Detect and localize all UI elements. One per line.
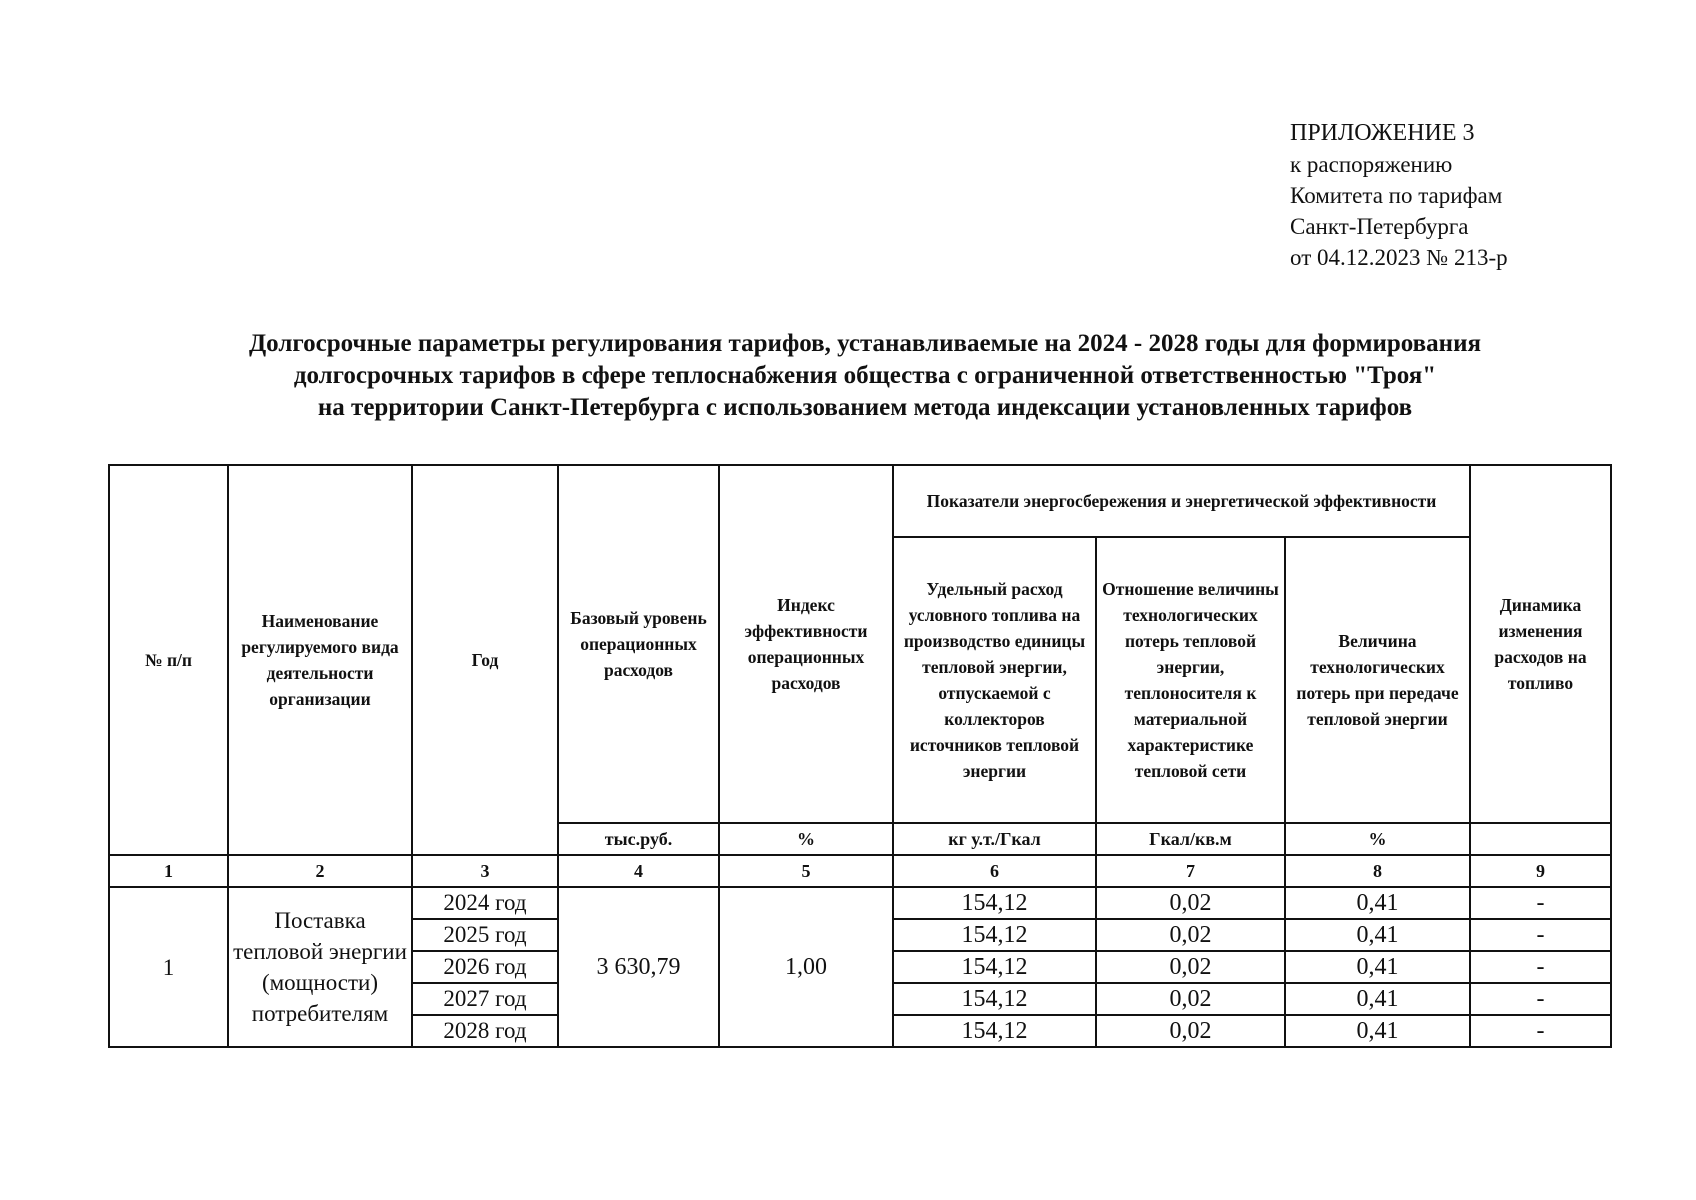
appendix-heading: ПРИЛОЖЕНИЕ 3 [1290, 120, 1475, 146]
appendix-line: Комитета по тарифам [1290, 183, 1503, 208]
fuel-rate-cell: 154,12 [893, 887, 1096, 919]
appendix-date-number: от 04.12.2023 № 213-р [1290, 245, 1508, 270]
entry-num: 1 [109, 887, 228, 1047]
header-year: Год [412, 465, 558, 855]
loss-value-cell: 0,41 [1285, 951, 1470, 983]
tariff-parameters-table [108, 464, 1612, 1048]
year-cell: 2028 год [412, 1015, 558, 1047]
unit-fuel-rate: кг у.т./Гкал [893, 823, 1096, 855]
fuel-dynamics-cell: - [1470, 951, 1611, 983]
header-activity: Наименование регулируемого вида деятельности организации [228, 465, 412, 855]
title-line: долгосрочных тарифов в сфере теплоснабжения общества с ограниченной ответственностью "Троя" [293, 362, 1437, 389]
header-loss-ratio: Отношение величины технологических потерь тепловой энергии, теплоносителя к материальной характеристике тепловой сети [1096, 537, 1285, 823]
column-number: 8 [1285, 855, 1470, 887]
header-loss-value: Величина технологических потерь при передаче тепловой энергии [1285, 537, 1470, 823]
header-num: № п/п [109, 465, 228, 855]
table-row [109, 887, 1611, 919]
column-number: 7 [1096, 855, 1285, 887]
column-number: 2 [228, 855, 412, 887]
document-title [150, 328, 1580, 424]
loss-value-cell: 0,41 [1285, 1015, 1470, 1047]
entry-efficiency-index: 1,00 [719, 887, 893, 1047]
unit-fuel-dynamics [1470, 823, 1611, 855]
column-number: 6 [893, 855, 1096, 887]
unit-loss-ratio: Гкал/кв.м [1096, 823, 1285, 855]
fuel-dynamics-cell: - [1470, 887, 1611, 919]
title-line: Долгосрочные параметры регулирования тарифов, устанавливаемые на 2024 - 2028 годы для формирования [248, 330, 1482, 357]
fuel-dynamics-cell: - [1470, 919, 1611, 951]
fuel-dynamics-cell: - [1470, 1015, 1611, 1047]
unit-efficiency-index: % [719, 823, 893, 855]
appendix-block [1290, 118, 1508, 273]
header-fuel-dynamics: Динамика изменения расходов на топливо [1470, 465, 1611, 823]
fuel-rate-cell: 154,12 [893, 1015, 1096, 1047]
header-energy-group: Показатели энергосбережения и энергетической эффективности [893, 465, 1470, 537]
entry-base-level: 3 630,79 [558, 887, 719, 1047]
loss-ratio-cell: 0,02 [1096, 983, 1285, 1015]
column-number: 1 [109, 855, 228, 887]
column-number: 5 [719, 855, 893, 887]
header-efficiency-index: Индекс эффективности операционных расходов [719, 465, 893, 823]
column-number: 3 [412, 855, 558, 887]
year-cell: 2025 год [412, 919, 558, 951]
header-base-level: Базовый уровень операционных расходов [558, 465, 719, 823]
loss-value-cell: 0,41 [1285, 887, 1470, 919]
title-line: на территории Санкт-Петербурга с использованием метода индексации установленных тарифов [317, 394, 1413, 421]
fuel-rate-cell: 154,12 [893, 983, 1096, 1015]
fuel-rate-cell: 154,12 [893, 951, 1096, 983]
column-number: 4 [558, 855, 719, 887]
entry-activity: Поставка тепловой энергии (мощности) потребителям [228, 887, 412, 1047]
header-fuel-rate: Удельный расход условного топлива на производство единицы тепловой энергии, отпускаемой с коллекторов источников тепловой энергии [893, 537, 1096, 823]
unit-loss-value: % [1285, 823, 1470, 855]
unit-base-level: тыс.руб. [558, 823, 719, 855]
fuel-dynamics-cell: - [1470, 983, 1611, 1015]
year-cell: 2027 год [412, 983, 558, 1015]
column-number: 9 [1470, 855, 1611, 887]
year-cell: 2024 год [412, 887, 558, 919]
loss-value-cell: 0,41 [1285, 983, 1470, 1015]
fuel-rate-cell: 154,12 [893, 919, 1096, 951]
loss-ratio-cell: 0,02 [1096, 919, 1285, 951]
appendix-line: Санкт-Петербурга [1290, 214, 1469, 239]
loss-ratio-cell: 0,02 [1096, 1015, 1285, 1047]
loss-ratio-cell: 0,02 [1096, 887, 1285, 919]
appendix-line: к распоряжению [1290, 152, 1453, 177]
year-cell: 2026 год [412, 951, 558, 983]
loss-value-cell: 0,41 [1285, 919, 1470, 951]
loss-ratio-cell: 0,02 [1096, 951, 1285, 983]
